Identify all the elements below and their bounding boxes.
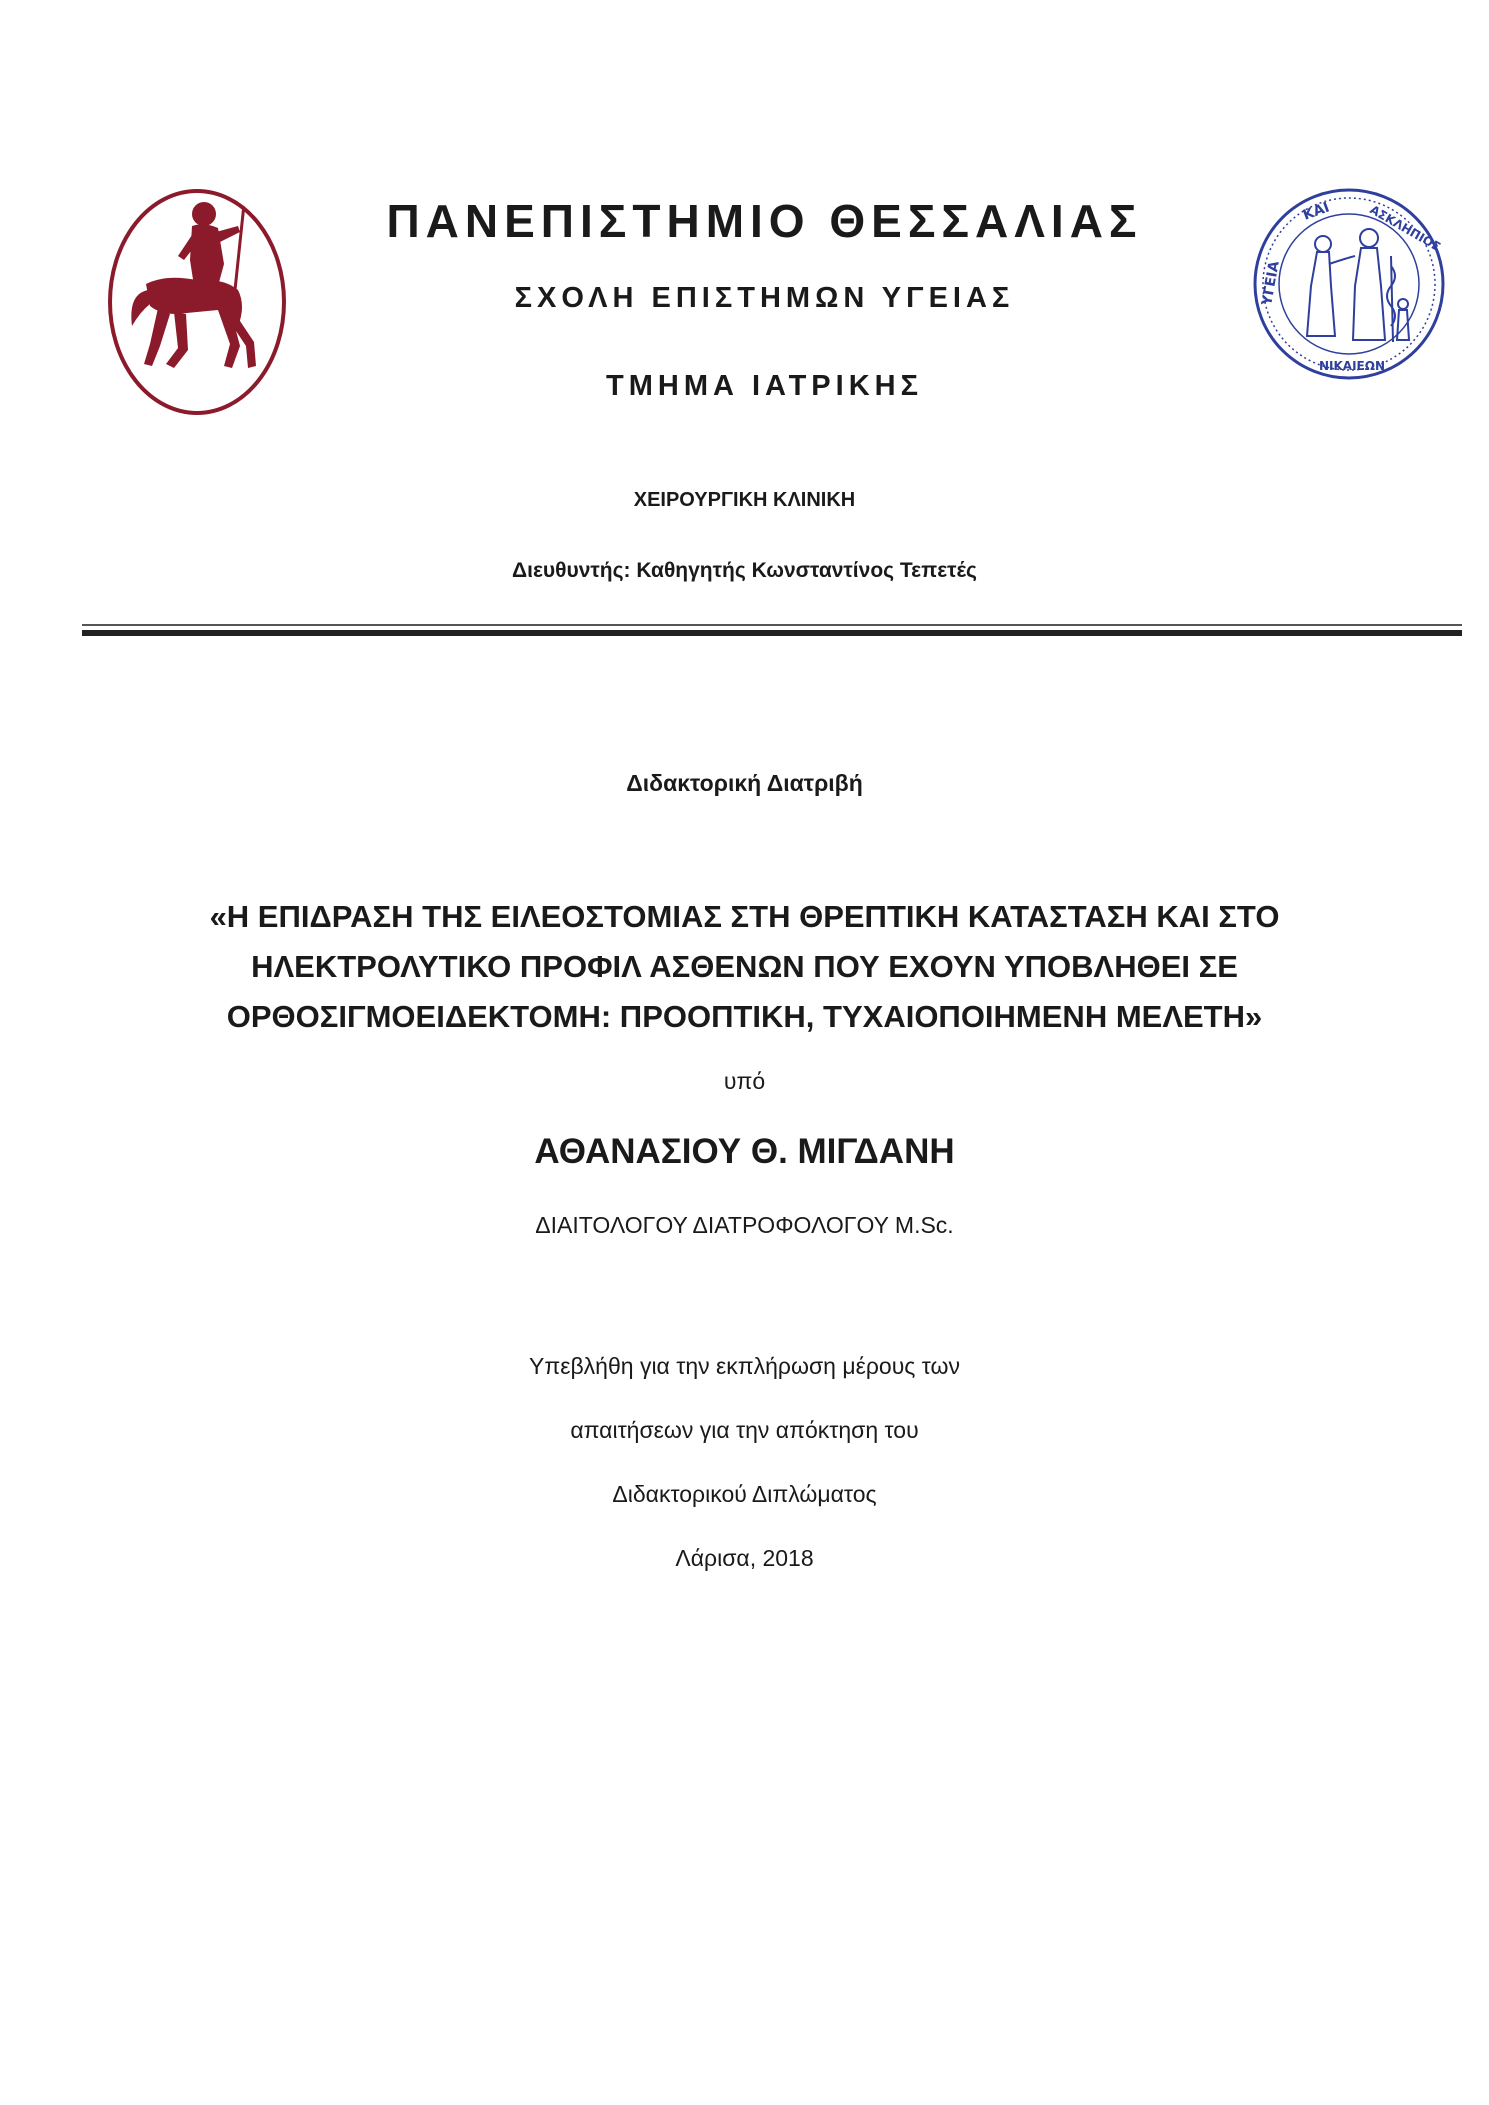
school-name: ΣΧΟΛΗ ΕΠΙΣΤΗΜΩΝ ΥΓΕΙΑΣ	[514, 282, 1015, 314]
submission-line: Διδακτορικού Διπλώματος	[612, 1481, 877, 1507]
author-credential: ΔΙΑΙΤΟΛΟΓΟΥ ΔΙΑΤΡΟΦΟΛΟΓΟΥ M.Sc.	[535, 1212, 954, 1238]
clinic-name: ΧΕΙΡΟΥΡΓΙΚΗ ΚΛΙΝΙΚΗ	[633, 489, 856, 511]
header-divider-thin	[82, 624, 1462, 626]
university-name: ΠΑΝΕΠΙΣΤΗΜΙΟ ΘΕΣΣΑΛΙΑΣ	[386, 195, 1143, 247]
thesis-title-line: ΟΡΘΟΣΙΓΜΟΕΙΔΕΚΤΟΜΗ: ΠΡΟΟΠΤΙΚΗ, ΤΥΧΑΙΟΠΟΙΗΜΕΝΗ ΜΕΛΕΤΗ»	[226, 999, 1263, 1034]
seal-text-asklepios: ΑΣΚΛΗΠΙΟΣ	[1367, 202, 1443, 255]
seal-text-hygeia: ΥΓΕΙΑ	[1259, 259, 1283, 307]
seal-text-kai: ΚΑΙ	[1300, 199, 1332, 224]
header-divider-thick	[82, 630, 1462, 636]
thesis-title	[0, 892, 1489, 1042]
director-line: Διευθυντής: Καθηγητής Κωνσταντίνος Τεπετές	[512, 559, 977, 582]
seal-text-nikaieon: ΝΙΚΑΙΕΩΝ	[1319, 359, 1385, 373]
thesis-title-line: ΗΛΕΚΤΡΟΛΥΤΙΚΟ ΠΡΟΦΙΛ ΑΣΘΕΝΩΝ ΠΟΥ ΕΧΟΥΝ ΥΠΟΒΛΗΘΕΙ ΣΕ	[251, 949, 1238, 984]
author-name: ΑΘΑΝΑΣΙΟΥ Θ. ΜΙΓΔΑΝΗ	[534, 1132, 955, 1171]
submission-line: απαιτήσεων για την απόκτηση του	[570, 1417, 919, 1443]
submission-line: Υπεβλήθη για την εκπλήρωση μέρους των	[528, 1353, 960, 1379]
thesis-type: Διδακτορική Διατριβή	[626, 770, 863, 796]
submission-statement	[0, 1334, 1489, 1590]
place-date: Λάρισα, 2018	[675, 1545, 814, 1571]
by-label: υπό	[723, 1068, 766, 1094]
department-name: ΤΜΗΜΑ ΙΑΤΡΙΚΗΣ	[606, 370, 923, 402]
thesis-title-line: «Η ΕΠΙΔΡΑΣΗ ΤΗΣ ΕΙΛΕΟΣΤΟΜΙΑΣ ΣΤΗ ΘΡΕΠΤΙΚΗ ΚΑΤΑΣΤΑΣΗ ΚΑΙ ΣΤΟ	[209, 899, 1280, 934]
